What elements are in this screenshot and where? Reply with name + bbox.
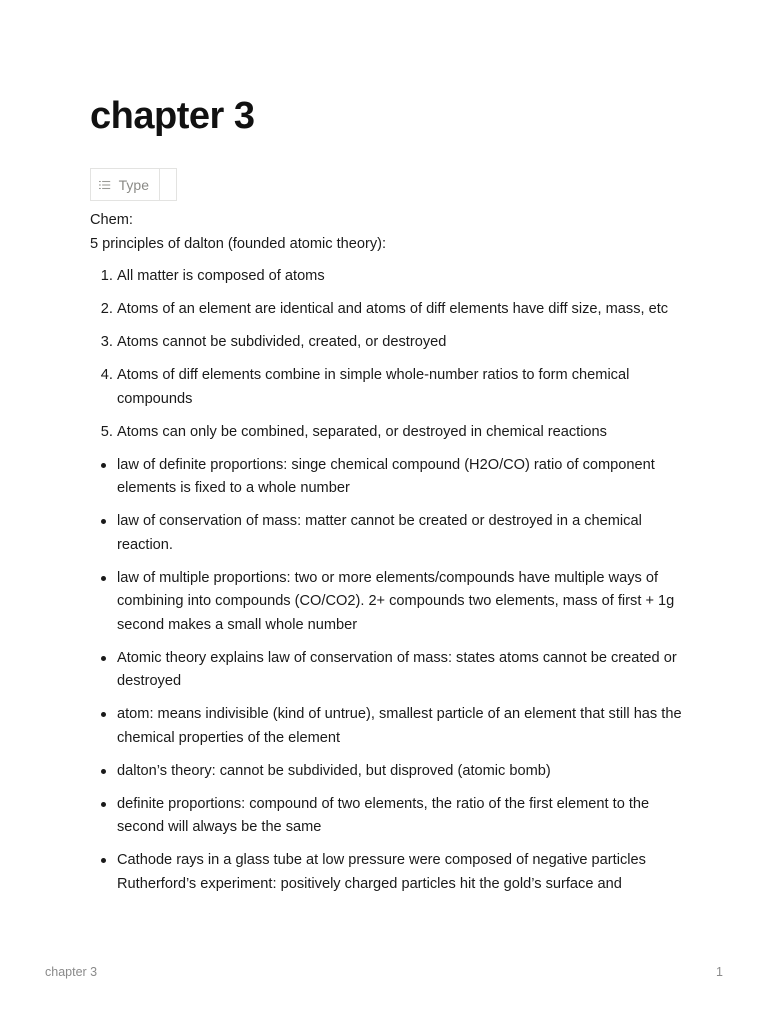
numbered-list bbox=[90, 265, 690, 444]
intro-line: Chem: bbox=[90, 212, 133, 228]
list-item: 3. Atoms cannot be subdivided, created, or destroyed bbox=[117, 331, 690, 355]
property-label: Type bbox=[118, 176, 149, 193]
page-content bbox=[90, 209, 690, 906]
property-value[interactable] bbox=[160, 169, 176, 200]
list-item: 5. Atoms can only be combined, separated, or destroyed in chemical reactions bbox=[117, 421, 690, 445]
page-title: chapter 3 bbox=[90, 95, 255, 137]
bulleted-list bbox=[90, 454, 690, 897]
list-item: 1. All matter is composed of atoms bbox=[117, 265, 690, 289]
property-type[interactable] bbox=[91, 169, 160, 200]
intro-line: 5 principles of dalton (founded atomic theory): bbox=[90, 235, 387, 252]
list-item: Atomic theory explains law of conservation of mass: states atoms cannot be created or destroyed bbox=[117, 647, 690, 694]
page-number: 1 bbox=[716, 965, 723, 979]
footer-title: chapter 3 bbox=[45, 965, 98, 979]
list-item: dalton’s theory: cannot be subdivided, but disproved (atomic bomb) bbox=[117, 760, 690, 784]
list-item: 4. Atoms of diff elements combine in simple whole-number ratios to form chemical compounds bbox=[117, 364, 690, 411]
list-item: definite proportions: compound of two elements, the ratio of the first element to the second will always be the same bbox=[117, 793, 690, 840]
list-item: law of definite proportions: singe chemical compound (H2O/CO) ratio of component elements is fixed to a whole number bbox=[117, 454, 690, 501]
list-item: law of multiple proportions: two or more elements/compounds have multiple ways of combining into compounds (CO/CO2). 2+ compounds two elements, mass of first + 1g second makes a small whole number bbox=[117, 567, 690, 638]
property-table bbox=[90, 168, 177, 201]
list-item: 2. Atoms of an element are identical and atoms of diff elements have diff size, mass, etc bbox=[117, 298, 690, 322]
list-item: atom: means indivisible (kind of untrue), smallest particle of an element that still has the chemical properties of the element bbox=[117, 703, 690, 750]
list-item: law of conservation of mass: matter cannot be created or destroyed in a chemical reaction. bbox=[117, 510, 690, 557]
list-item: Cathode rays in a glass tube at low pressure were composed of negative particles Rutherford’s experiment: positively charged particles hit the gold’s surface and bbox=[117, 849, 690, 896]
list-icon bbox=[99, 180, 111, 190]
